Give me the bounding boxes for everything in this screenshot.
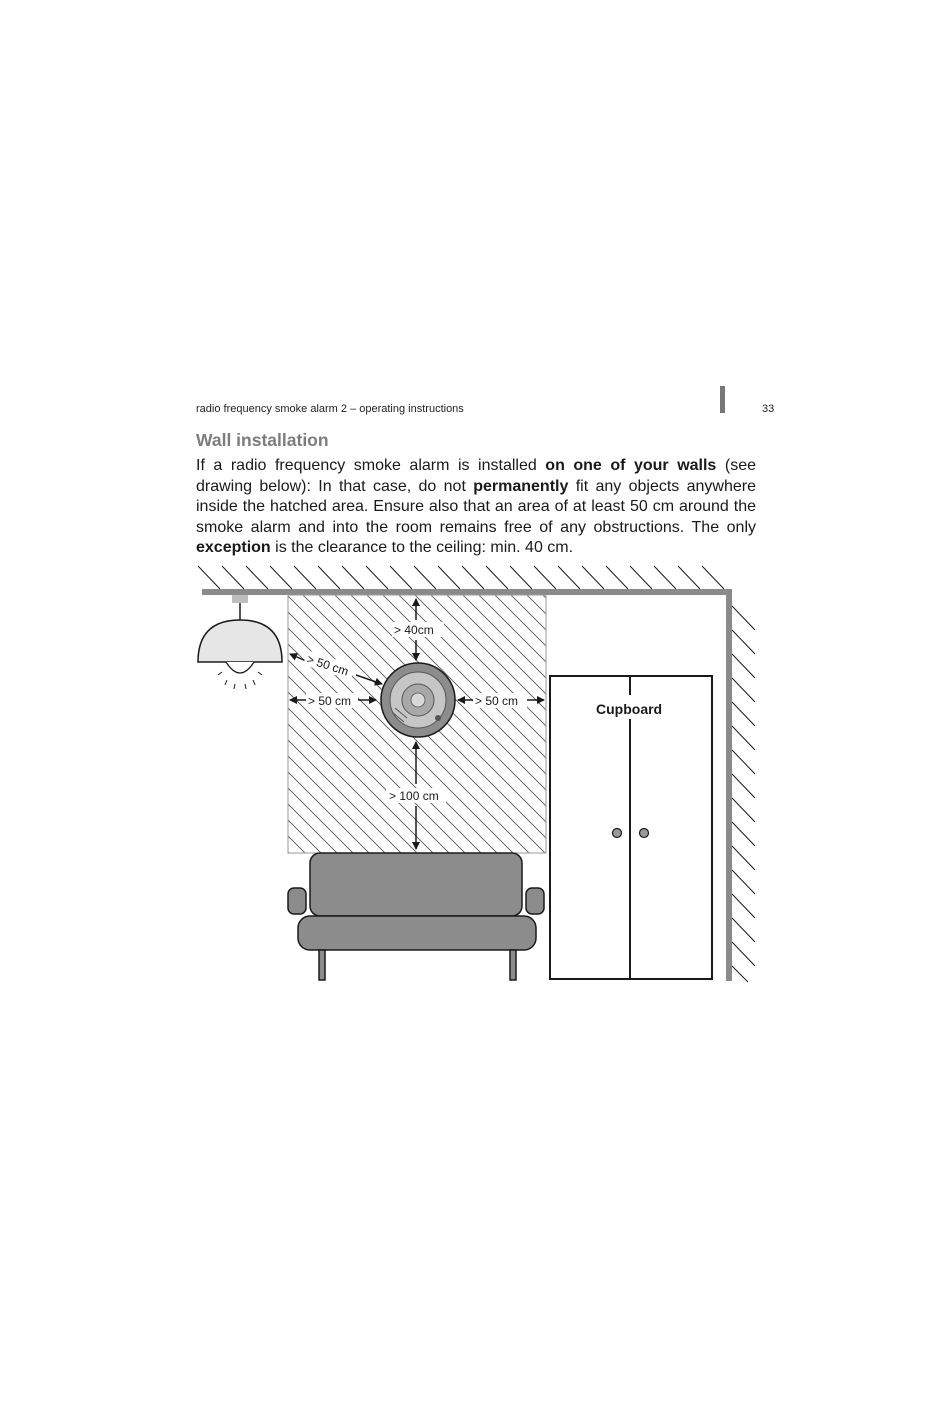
wall-hatching xyxy=(732,606,755,982)
emphasis-text: permanently xyxy=(473,477,569,495)
label-floor-clearance: > 100 cm xyxy=(389,789,439,803)
body-text-run: is the clearance to the ceiling: min. 40 cm. xyxy=(270,539,574,556)
sofa xyxy=(288,853,544,980)
label-diagonal-clearance: > 50 cm xyxy=(305,651,351,679)
body-text-run: (see drawing below): In that case, do not xyxy=(196,457,756,495)
wall-installation-diagram xyxy=(190,562,760,984)
label-ceiling-clearance: > 40cm xyxy=(394,623,434,637)
body-paragraph xyxy=(196,456,756,559)
running-head: radio frequency smoke alarm 2 – operating instructions xyxy=(196,403,464,415)
ceiling-hatching xyxy=(198,566,724,589)
cupboard xyxy=(550,676,712,979)
label-right-clearance: > 50 cm xyxy=(475,694,519,708)
side-wall xyxy=(726,589,732,981)
body-text-run: fit any objects anywhere inside the hatched area. Ensure also that an area of at least 50 cm around the smoke alarm and into the room remains free of any obstructions. The only xyxy=(196,477,757,536)
ceiling-beam xyxy=(202,589,732,595)
emphasis-text: exception xyxy=(196,539,271,556)
cupboard-label: Cupboard xyxy=(596,701,663,717)
page-tab-marker xyxy=(720,386,725,413)
body-text-run: If a radio frequency smoke alarm is installed xyxy=(196,457,546,474)
ceiling-lamp xyxy=(198,595,282,689)
page-number: 33 xyxy=(762,403,775,415)
label-left-clearance: > 50 cm xyxy=(308,694,352,708)
smoke-alarm xyxy=(381,663,455,737)
section-heading: Wall installation xyxy=(196,430,329,450)
emphasis-text: on one of your walls xyxy=(545,457,717,474)
